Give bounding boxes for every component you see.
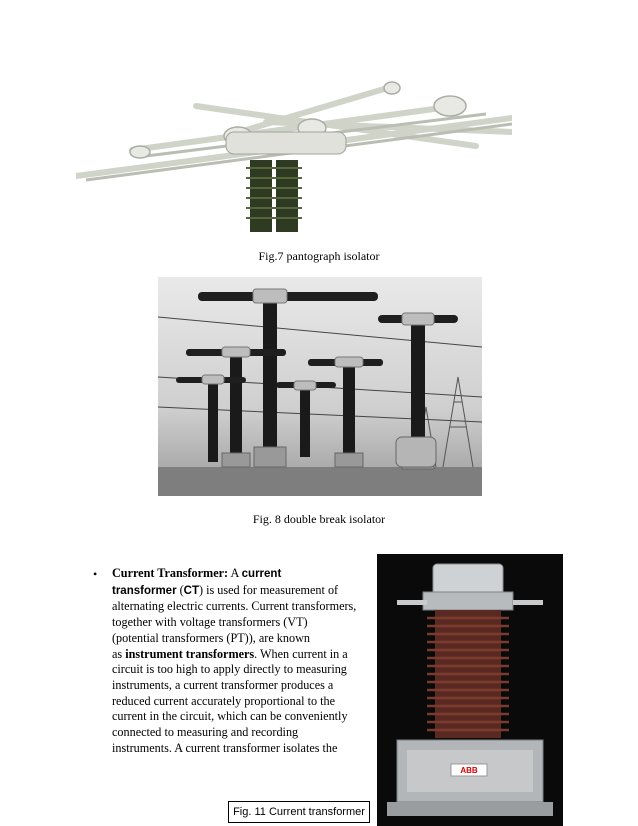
current-transformer-paragraph: Current Transformer: A current transformer (CT) is used for measurement of alternating electric currents. Current transformers, together with voltage transformers (VT) (potential transformers (PT)), are known as instrument transformers. When current in a circuit is too high to apply directly to measuring instruments, a current transformer produces a reduced current accurately proportional to the current in the circuit, which can be conveniently connected to measuring and recording instruments. A current transformer isolates the: [112, 566, 357, 755]
current-transformer-image: [377, 554, 563, 826]
pantograph-isolator-image: [76, 76, 512, 232]
fig8-caption: Fig. 8 double break isolator: [252, 512, 386, 526]
fig7-caption: Fig.7 pantograph isolator: [258, 249, 380, 263]
pantograph-isolator-photo: [76, 76, 512, 232]
abb-logo: ABB: [460, 766, 478, 775]
double-break-isolator-image: [158, 277, 482, 496]
current-transformer-photo: [377, 554, 563, 826]
fig11-caption: Fig. 11 Current transformer: [228, 801, 370, 823]
list-bullet: •: [93, 567, 98, 581]
double-break-isolator-photo: [158, 277, 482, 496]
ct-heading: Current Transformer:: [112, 566, 229, 580]
